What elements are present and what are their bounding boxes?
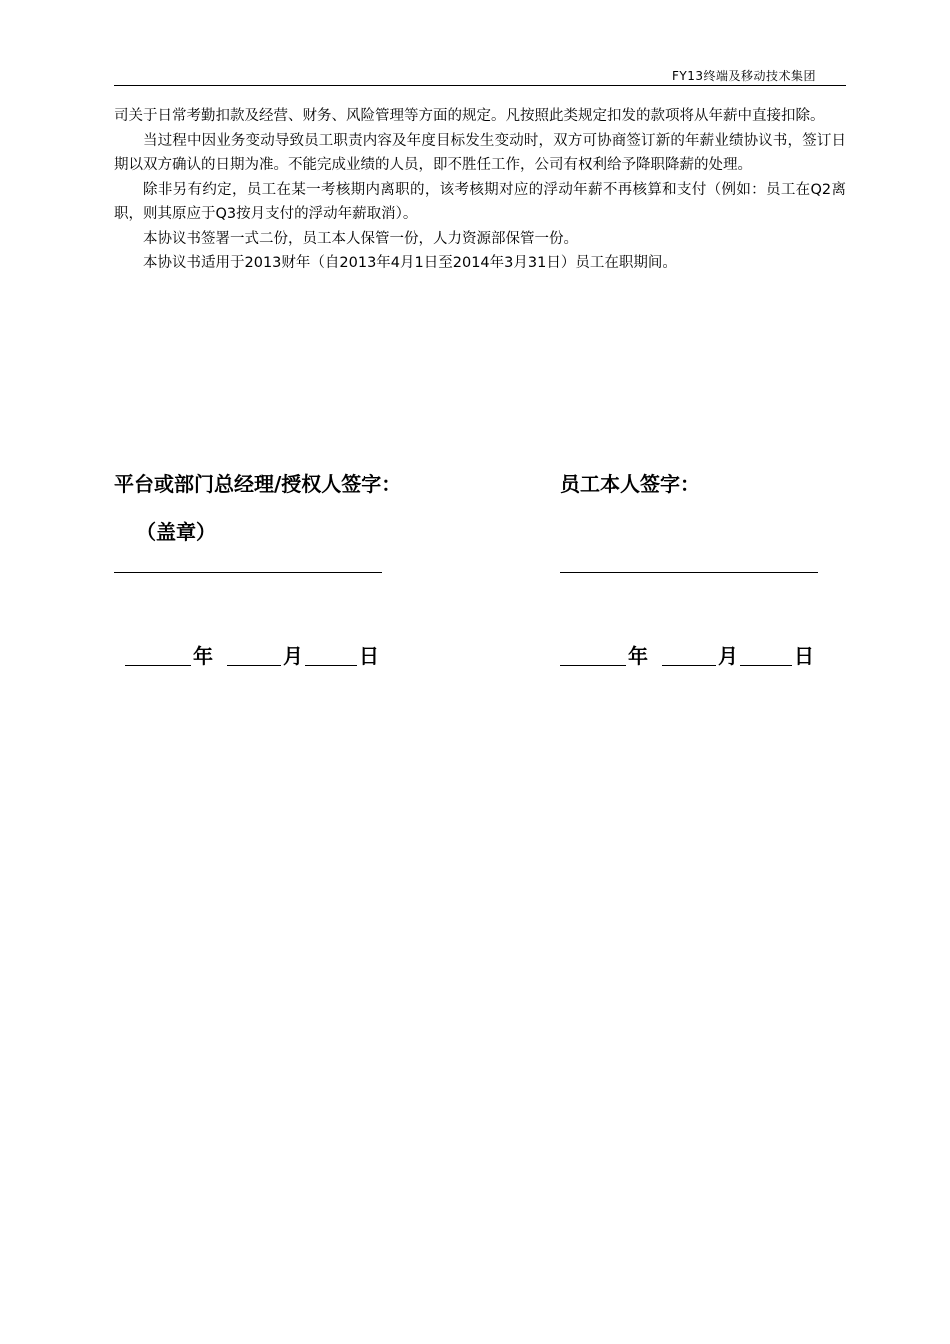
manager-month-label: 月 (283, 644, 303, 668)
employee-year-blank[interactable] (560, 645, 626, 666)
employee-signature-line[interactable] (560, 572, 818, 573)
manager-signature-label: 平台或部门总经理/授权人签字： (114, 472, 402, 496)
manager-month-blank[interactable] (227, 645, 281, 666)
paragraph-1: 司关于日常考勤扣款及经营、财务、风险管理等方面的规定。凡按照此类规定扣发的款项将从年薪中直接扣除。 (114, 108, 825, 124)
manager-date-row (125, 640, 381, 669)
manager-seal-label: （盖章） (136, 520, 216, 544)
paragraph-3: 除非另有约定，员工在某一考核期内离职的，该考核期对应的浮动年薪不再核算和支付（例如：员工在Q2离职，则其原应于Q3按月支付的浮动年薪取消）。 (114, 181, 846, 222)
employee-month-label: 月 (718, 644, 738, 668)
employee-date-row (560, 640, 816, 669)
manager-signature-line[interactable] (114, 572, 382, 573)
employee-month-blank[interactable] (662, 645, 716, 666)
paragraph-2: 当过程中因业务变动导致员工职责内容及年度目标发生变动时，双方可协商签订新的年薪业绩协议书，签订日期以双方确认的日期为准。不能完成业绩的人员，即不胜任工作，公司有权利给予降职降薪的处理。 (114, 132, 846, 173)
manager-year-blank[interactable] (125, 645, 191, 666)
header-title: FY13终端及移动技术集团 (671, 69, 816, 83)
employee-year-label: 年 (628, 644, 648, 668)
paragraph-5: 本协议书适用于2013财年（自2013年4月1日至2014年3月31日）员工在职期间。 (143, 255, 677, 271)
document-body (114, 104, 846, 276)
manager-day-blank[interactable] (305, 645, 357, 666)
page-header (114, 66, 846, 86)
manager-day-label: 日 (359, 644, 379, 668)
manager-year-label: 年 (193, 644, 213, 668)
employee-day-label: 日 (794, 644, 814, 668)
employee-signature-label: 员工本人签字： (560, 472, 700, 496)
paragraph-4: 本协议书签署一式二份，员工本人保管一份，人力资源部保管一份。 (143, 230, 578, 247)
employee-day-blank[interactable] (740, 645, 792, 666)
